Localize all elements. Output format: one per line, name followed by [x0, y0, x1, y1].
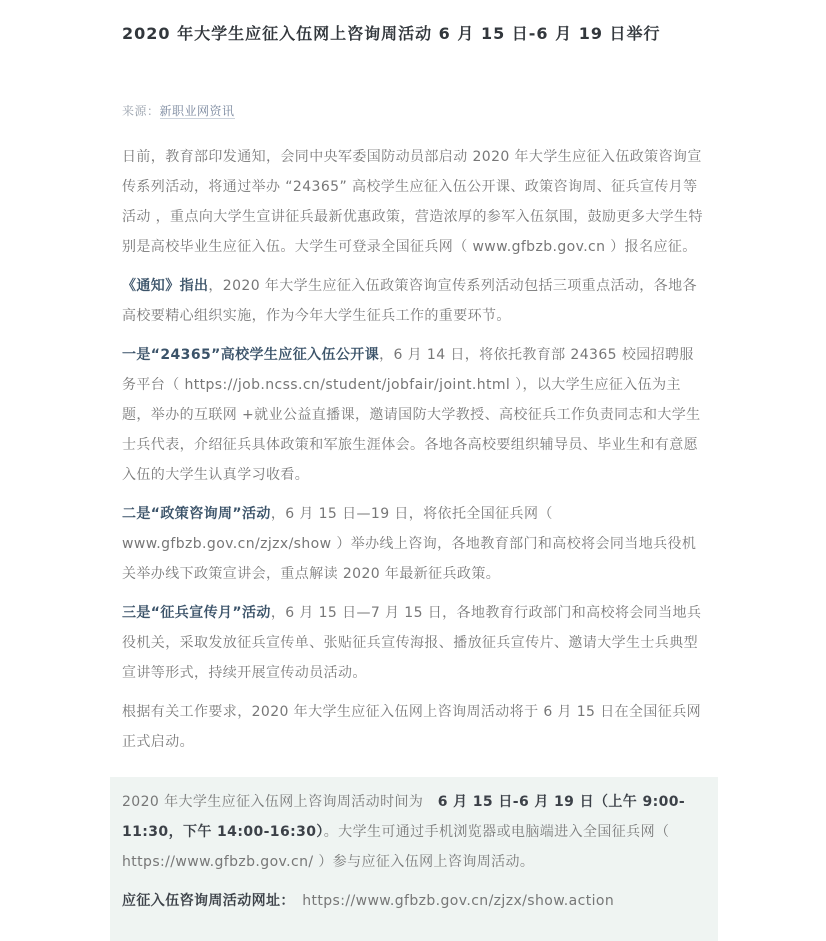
paragraph [122, 271, 706, 331]
bold-text-run: 一是“24365”高校学生应征入伍公开课 [122, 347, 380, 363]
text-run: ，2020 年大学生应征入伍政策咨询宣传系列活动包括三项重点活动，各地各高校要精心组织实施，作为今年大学生征兵工作的重要环节。 [122, 278, 697, 324]
source-line [122, 102, 706, 120]
text-run: ，6 月 14 日，将依托教育部 24365 校园招聘服务平台（ https://job.ncss.cn/student/jobfair/joint.html ），以大学生应征入伍为主题，举办的互联网 +就业公益直播课，邀请国防大学教授、高校征兵工作负责同志和大学生士兵代表，介绍征兵具体政策和军旅生涯体会。各地各高校要组织辅导员、毕业生和有意愿入伍的大学生认真学习收看。 [122, 347, 701, 483]
source-label: 来源： [122, 104, 160, 118]
paragraph [122, 787, 706, 877]
text-run: https://www.gfbzb.gov.cn/zjzx/show.action [287, 893, 615, 909]
bold-text-run: 二是“政策咨询周”活动 [122, 506, 271, 522]
highlight-block [110, 777, 718, 941]
text-run: 2020 年大学生应征入伍网上咨询周活动时间为 [122, 794, 438, 810]
bold-text-run: 6 月 15 日-6 月 19 日（上午 9:00-11:30，下午 14:00-16:30） [122, 794, 686, 840]
source-link[interactable]: 新职业网资讯 [159, 104, 235, 118]
bold-text-run: 应征入伍咨询周活动网址： [122, 893, 288, 909]
text-run: ，6 月 15 日—19 日，将依托全国征兵网（ www.gfbzb.gov.cn/zjzx/show ）举办线上咨询，各地教育部门和高校将会同当地兵役机关举办线下政策宣讲会，重点解读 2020 年最新征兵政策。 [122, 506, 697, 582]
paragraph [122, 142, 706, 262]
text-run: 根据有关工作要求，2020 年大学生应征入伍网上咨询周活动将于 6 月 15 日在全国征兵网正式启动。 [122, 704, 701, 750]
bold-text-run: 三是“征兵宣传月”活动 [122, 605, 271, 621]
text-run: 日前，教育部印发通知，会同中央军委国防动员部启动 2020 年大学生应征入伍政策咨询宣传系列活动，将通过举办 “24365” 高校学生应征入伍公开课、政策咨询周、征兵宣传月等活动 ，重点向大学生宣讲征兵最新优惠政策，营造浓厚的参军入伍氛围，鼓励更多大学生特别是高校毕业生应征入伍。大学生可登录全国征兵网（ www.gfbzb.gov.cn ）报名应征。 [122, 149, 703, 255]
text-run: ，6 月 15 日—7 月 15 日，各地教育行政部门和高校将会同当地兵役机关，采取发放征兵宣传单、张贴征兵宣传海报、播放征兵宣传片、邀请大学生士兵典型宣讲等形式，持续开展宣传动员活动。 [122, 605, 702, 681]
article-body [122, 142, 706, 757]
text-run: 。大学生可通过手机浏览器或电脑端进入全国征兵网（ https://www.gfbzb.gov.cn/ ）参与应征入伍网上咨询周活动。 [122, 824, 689, 870]
paragraph [122, 886, 706, 916]
paragraph [122, 598, 706, 688]
paragraph [122, 499, 706, 589]
paragraph [122, 340, 706, 490]
page-title: 2020 年大学生应征入伍网上咨询周活动 6 月 15 日-6 月 19 日举行 [122, 24, 661, 43]
bold-text-run: 《通知》指出 [122, 278, 209, 294]
paragraph [122, 697, 706, 757]
